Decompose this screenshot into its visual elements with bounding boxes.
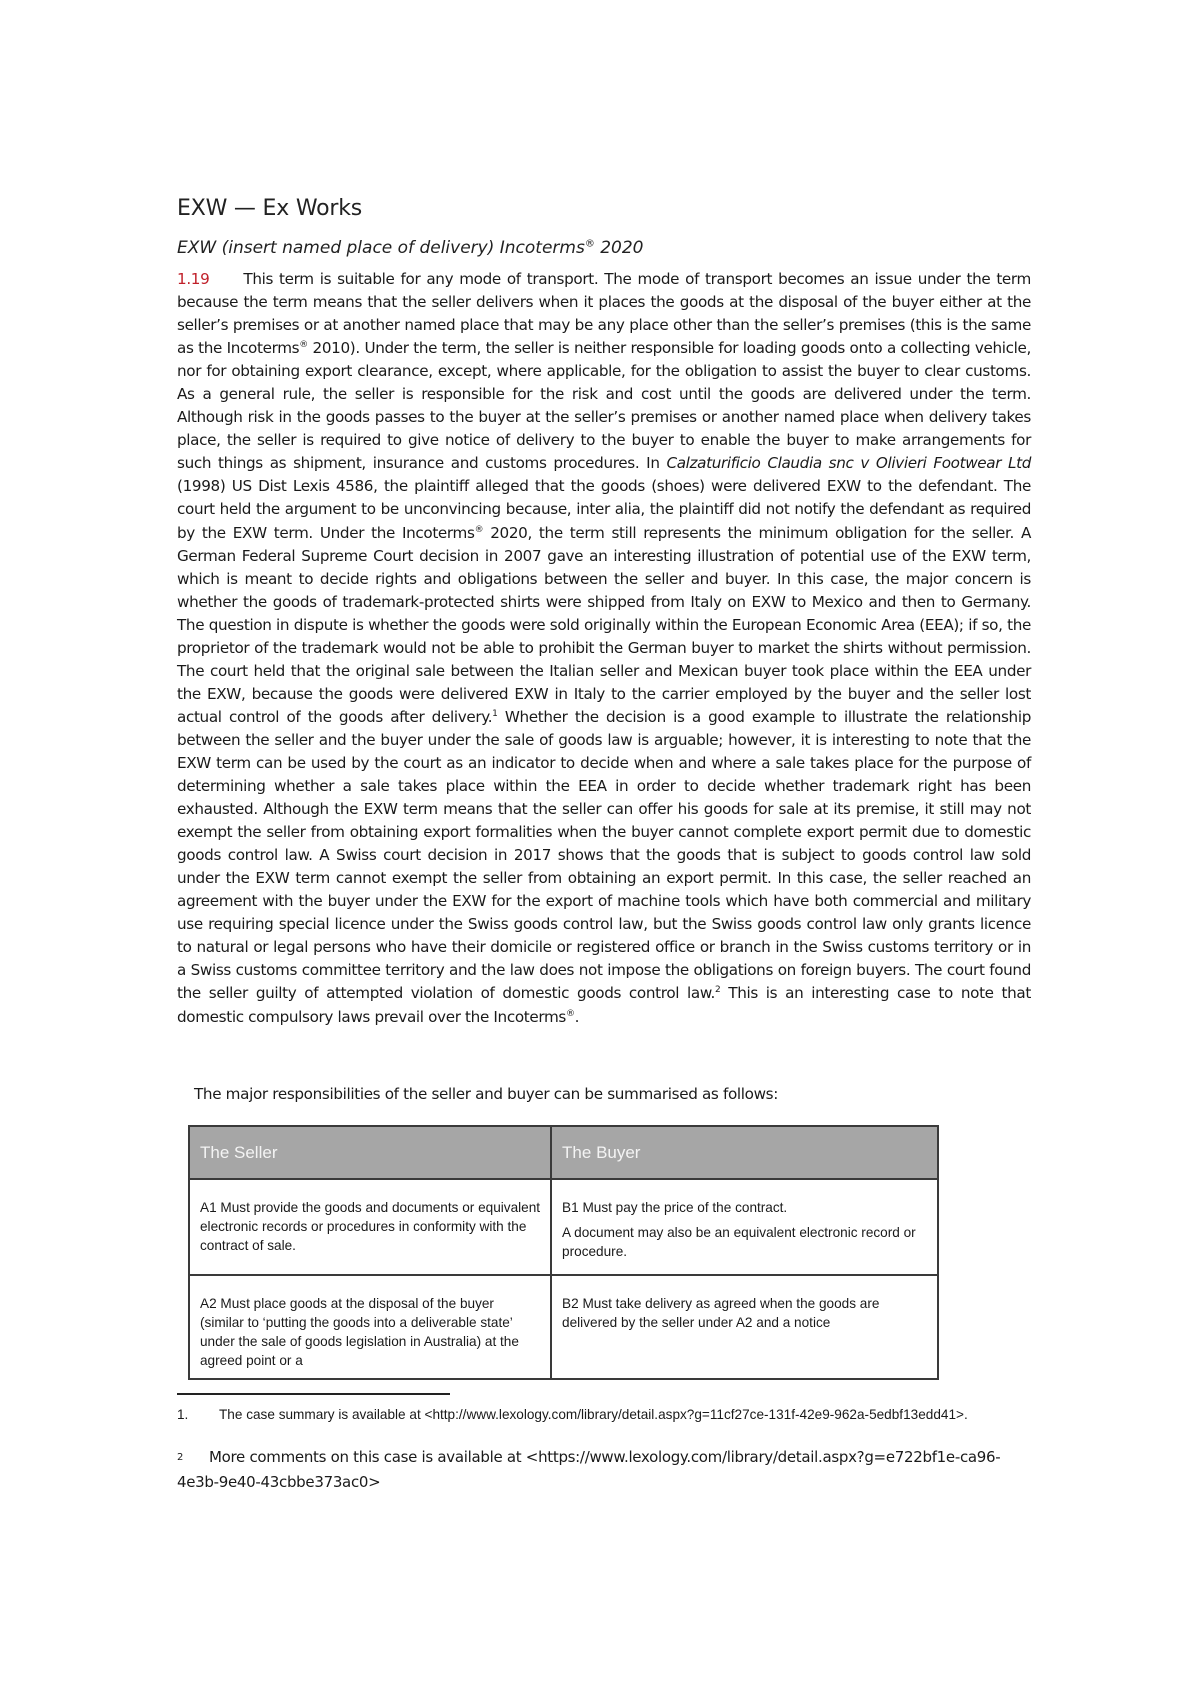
buyer-b2-text: B2 Must take delivery as agreed when the goods are delivered by the seller under A2 and a notice — [562, 1296, 880, 1330]
footnote-separator — [177, 1393, 450, 1395]
cell-buyer-b2 — [551, 1275, 938, 1379]
header-seller: The Seller — [189, 1126, 551, 1179]
summary-line: The major responsibilities of the seller and buyer can be summarised as follows: — [194, 1085, 778, 1103]
table-row — [189, 1275, 938, 1379]
footnote-ref-2[interactable]: 2 — [715, 985, 721, 996]
footnote-1-text[interactable]: The case summary is available at <http://www.lexology.com/library/detail.aspx?g=11cf27ce-131f-42e9-962a-5edbf13edd41>. — [219, 1407, 968, 1422]
responsibilities-table — [188, 1125, 939, 1380]
table-row — [189, 1179, 938, 1275]
registered-mark: ® — [584, 238, 595, 250]
footnote-2-mark: 2 — [177, 1452, 184, 1463]
registered-mark: ® — [299, 340, 308, 351]
registered-mark: ® — [474, 524, 484, 535]
paragraph-text-g: . — [574, 1007, 580, 1026]
table-header-row — [189, 1126, 938, 1179]
paragraph-text-d: 2020, the term still represents the minimum obligation for the seller. A German Federal Supreme Court decision in 2007 gave an interesting illustration of potential use of the EXW term, which is meant to decide rights and obligations between the seller and buyer. In this case, the major concern is whether the goods of trademark-protected shirts were shipped from Italy on EXW to Mexico and then to Germany. The question in dispute is whether the goods were sold originally within the European Economic Area (EEA); if so, the proprietor of the trademark would not be able to prohibit the German buyer to market the shirts without permission. The court held that the original sale between the Italian seller and Mexican buyer took place within the EEA under the EXW, because the goods were delivered EXW in Italy to the carrier employed by the buyer and the seller lost actual control of the goods after delivery. — [177, 523, 1031, 726]
case-name: Calzaturificio Claudia snc v Olivieri Footwear Ltd — [666, 454, 1031, 473]
footnote-ref-1[interactable]: 1 — [492, 708, 498, 719]
section-title: EXW — Ex Works — [177, 196, 362, 221]
paragraph-text-b: 2010). Under the term, the seller is neither responsible for loading goods onto a collecting vehicle, nor for obtaining export clearance, except, where applicable, for the obligation to assist the buyer to clear customs. As a general rule, the seller is responsible for the risk and cost until the goods are delivered under the term. Although risk in the goods passes to the buyer at the seller’s premises or another named place when delivery takes place, the seller is required to give notice of delivery to the buyer to enable the buyer to make arrangements for such things as shipment, insurance and customs procedures. In — [177, 339, 1031, 473]
subtitle-main: EXW (insert named place of delivery) Incoterms — [177, 238, 585, 258]
cell-seller-a1 — [189, 1179, 551, 1275]
buyer-b1-note: A document may also be an equivalent electronic record or procedure. — [562, 1225, 916, 1259]
paragraph-number: 1.19 — [177, 270, 210, 288]
subtitle-year: 2020 — [594, 238, 644, 258]
header-buyer: The Buyer — [551, 1126, 938, 1179]
footnote-2-text[interactable]: More comments on this case is available at <https://www.lexology.com/library/detail.aspx?g=e722bf1e-ca96-4e3b-9e40-43cbbe373ac0> — [177, 1448, 1001, 1491]
section-subtitle — [177, 238, 643, 258]
paragraph-1-19 — [177, 268, 1031, 1029]
footnote-1 — [177, 1405, 1035, 1424]
cell-seller-a2 — [189, 1275, 551, 1379]
seller-a2-text: A2 Must place goods at the disposal of the buyer (similar to ‘putting the goods into a deliverable state’ under the sale of goods legislation in Australia) at the agreed point or a — [200, 1296, 519, 1368]
footnote-1-mark: 1. — [177, 1407, 189, 1422]
registered-mark: ® — [566, 1008, 575, 1019]
paragraph-text-c: (1998) US Dist Lexis 4586, the plaintiff alleged that the goods (shoes) were delivered EXW to the defendant. The court held the argument to be unconvincing because, inter alia, the plaintiff did not notify the defendant as required by the EXW term. Under the Incoterms — [177, 477, 1031, 542]
cell-buyer-b1 — [551, 1179, 938, 1275]
buyer-b1-text: B1 Must pay the price of the contract. — [562, 1200, 788, 1215]
seller-a1-text: A1 Must provide the goods and documents or equivalent electronic records or procedures in conformity with the contract of sale. — [200, 1200, 541, 1253]
paragraph-text-f: This is an interesting case to note that domestic compulsory laws prevail over the Incoterms — [177, 984, 1031, 1026]
paragraph-text-e: Whether the decision is a good example to illustrate the relationship between the seller and the buyer under the sale of goods law is arguable; however, it is interesting to note that the EXW term can be used by the court as an indicator to decide when and where a sale takes place for the purpose of determining whether a sale takes place within the EEA in order to decide whether trademark right has been exhausted. Although the EXW term means that the seller can offer his goods for sale at its premise, it still may not exempt the seller from obtaining export formalities when the buyer cannot complete export permit due to domestic goods control law. A Swiss court decision in 2017 shows that the goods that is subject to goods control law sold under the EXW term cannot exempt the seller from obtaining an export permit. In this case, the seller reached an agreement with the buyer under the EXW for the export of machine tools which have both commercial and military use requiring special licence under the Swiss goods control law, but the Swiss goods control law only grants licence to natural or legal persons who have their domicile or registered office or branch in the Swiss customs territory or in a Swiss customs committee territory and the law does not impose the obligations on foreign buyers. The court found the seller guilty of attempted violation of domestic goods control law. — [177, 707, 1031, 1003]
footnote-2 — [177, 1445, 1035, 1495]
paragraph-text-a: This term is suitable for any mode of transport. The mode of transport becomes an issue under the term because the term means that the seller delivers when it places the goods at the disposal of the buyer either at the seller’s premises or at another named place that may be any place other than the seller’s premises (this is the same as the Incoterms — [177, 270, 1031, 358]
